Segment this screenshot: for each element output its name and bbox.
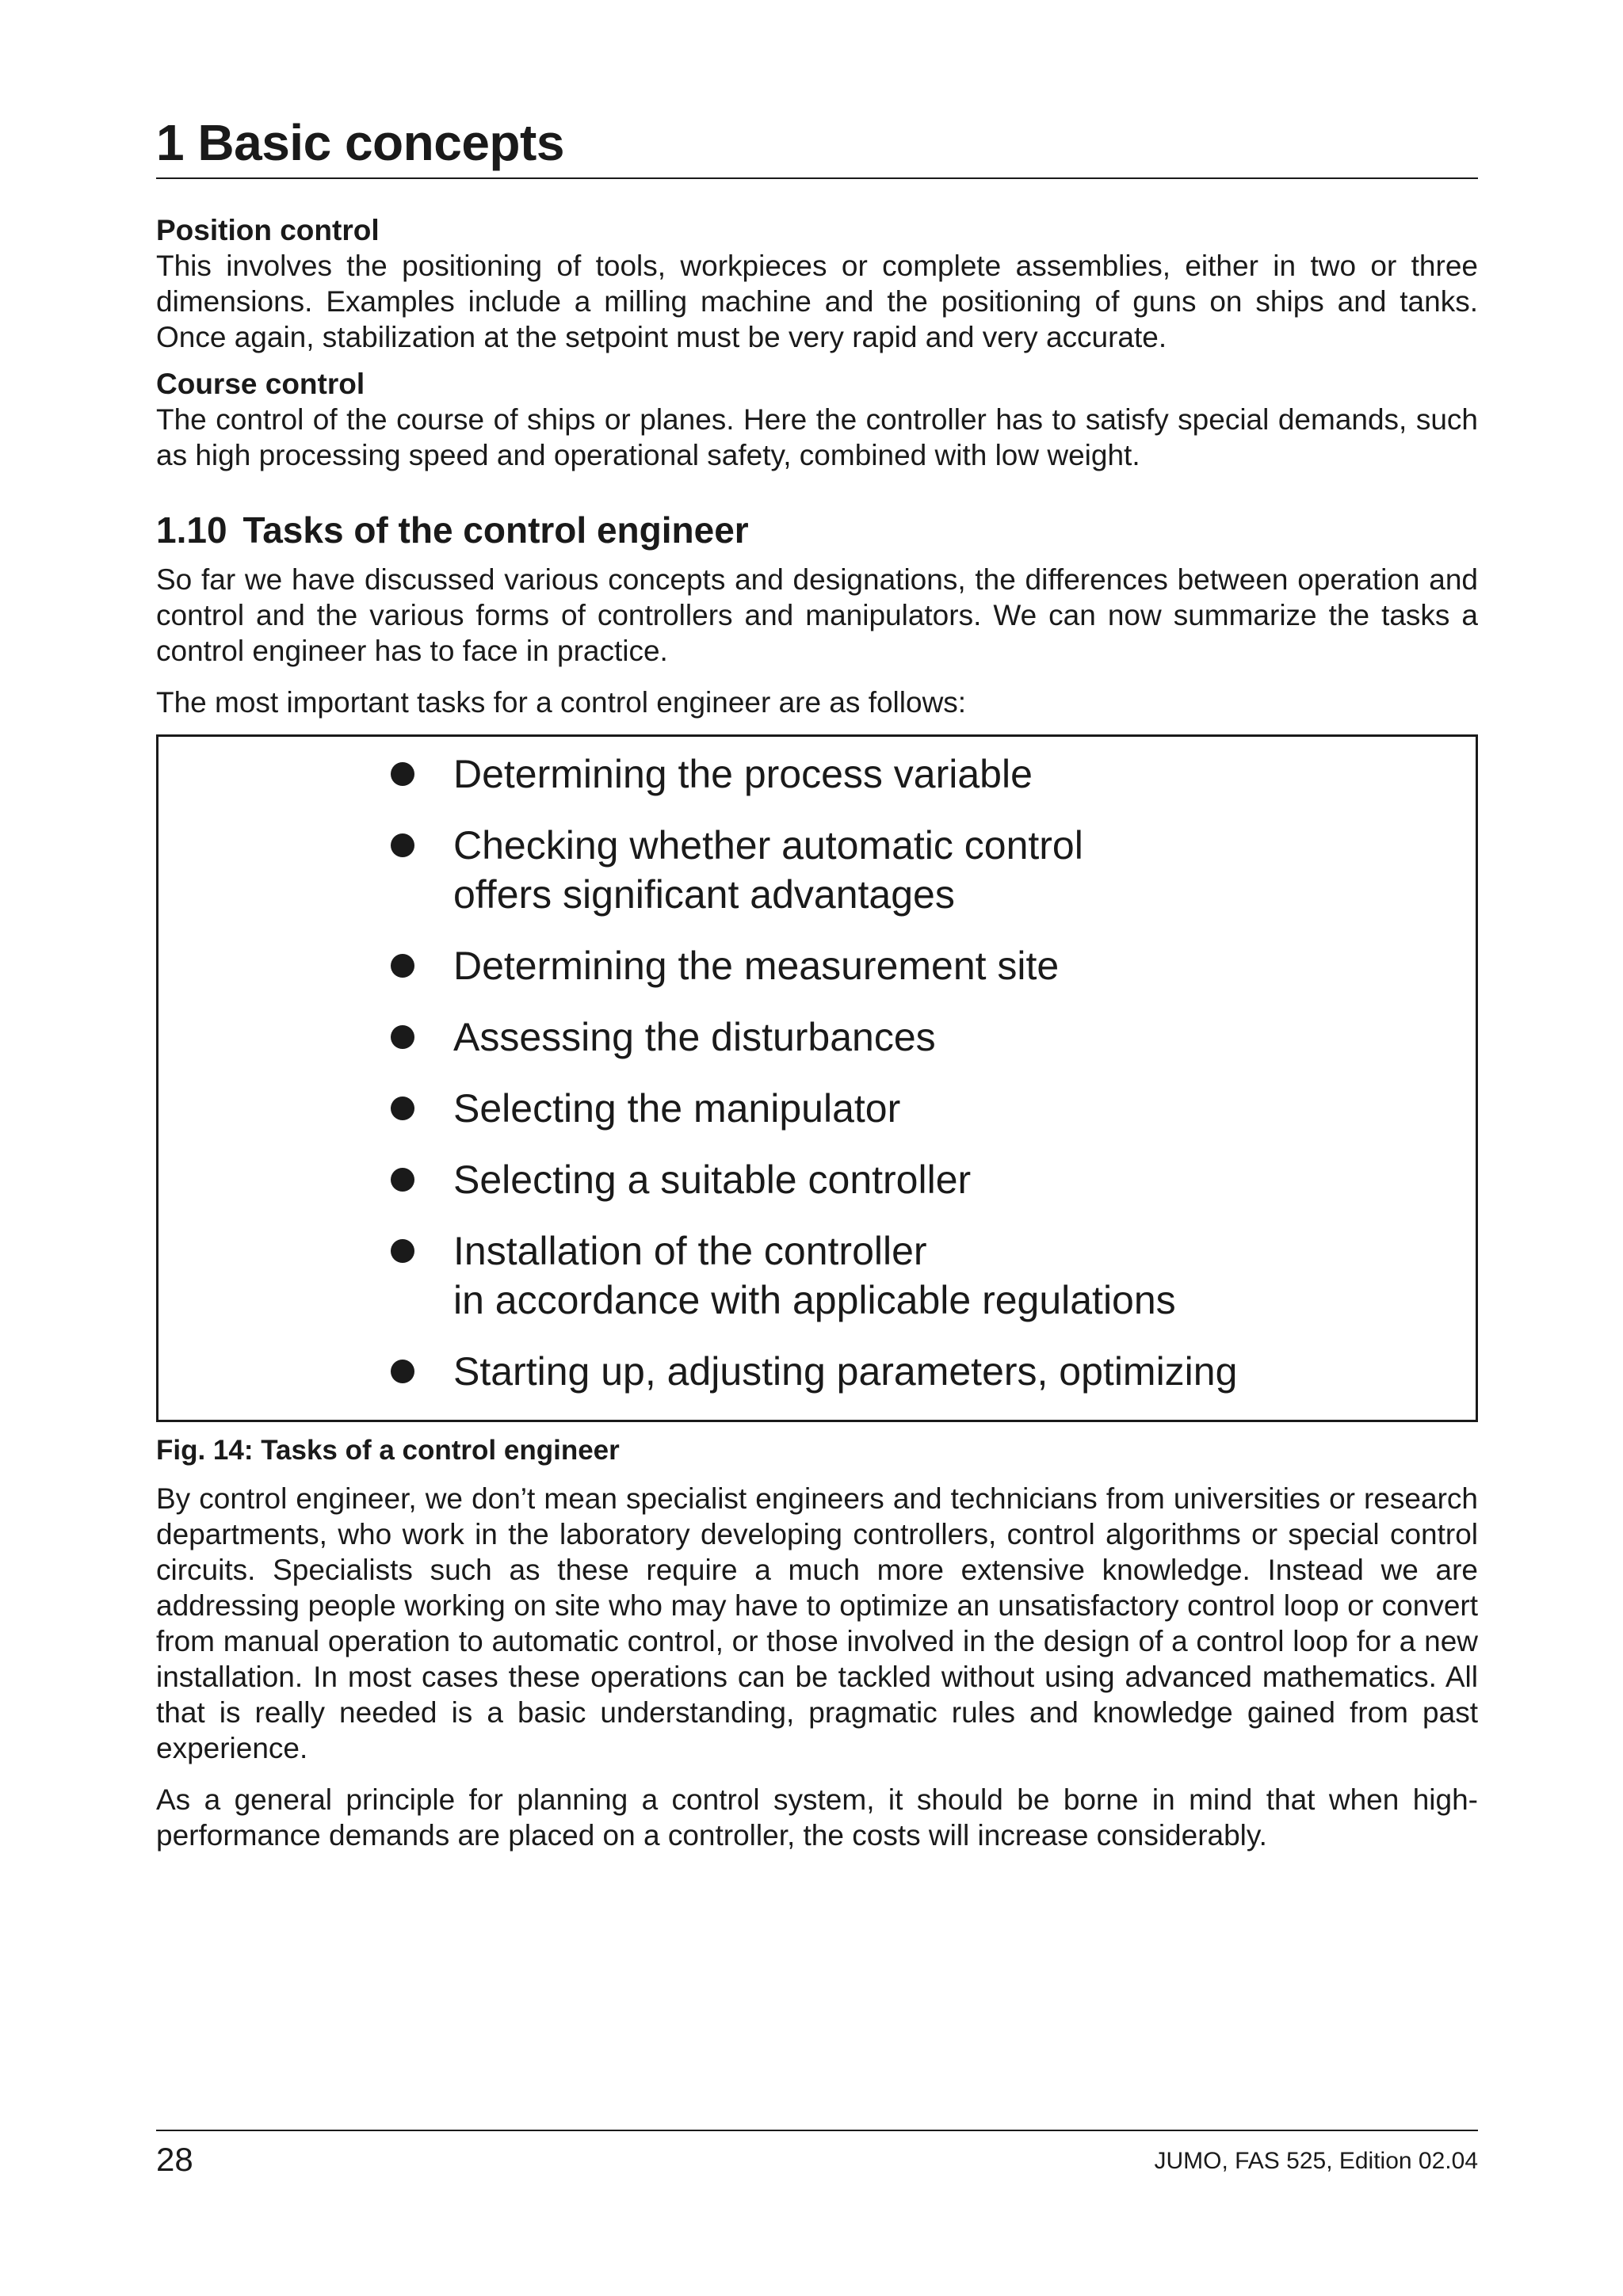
task-list [391, 749, 1421, 1418]
task-text: Selecting a suitable controller [453, 1158, 972, 1202]
bullet-icon [391, 1025, 414, 1049]
position-control-heading: Position control [156, 214, 380, 246]
bullet-icon [391, 833, 414, 857]
task-text: Assessing the disturbances [453, 1015, 936, 1059]
bullet-icon [391, 1168, 414, 1192]
body-paragraph-2: As a general principle for planning a control system, it should be borne in mind that when high-performance demands are placed on a controller, the costs will increase considerably. [156, 1783, 1478, 1852]
body-paragraph-1: By control engineer, we don’t mean specialist engineers and technicians from universities or research departments, who work in the laboratory developing controllers, control algorithms or special control circuits. Specialists such as these require a much more extensive knowledge. Instead we are addressing people working on site who may have to optimize an unsatisfactory control loop or convert from manual operation to automatic control, or those involved in the design of a control loop for a new installation. In most cases these operations can be tackled without using advanced mathematics. All that is really needed is a basic understanding, pragmatic rules and knowledge gained from past experience. [156, 1482, 1478, 1764]
tasks-figure-box [156, 734, 1478, 1422]
task-item [391, 821, 1421, 919]
task-text: Selecting the manipulator [453, 1086, 901, 1131]
chapter-title: 1 Basic concepts [156, 114, 564, 171]
task-item [391, 1084, 1421, 1133]
task-text: Determining the measurement site [453, 944, 1060, 988]
figure-caption: Fig. 14: Tasks of a control engineer [156, 1435, 620, 1466]
task-item [391, 941, 1421, 990]
task-item [391, 1226, 1421, 1325]
task-text: Starting up, adjusting parameters, optimizing [453, 1349, 1238, 1394]
task-text-continued: offers significant advantages [453, 872, 955, 917]
footer-divider [156, 2130, 1478, 2131]
course-control-text: The control of the course of ships or planes. Here the controller has to satisfy special demands, such as high processing speed and operational safety, combined with low weight. [156, 403, 1478, 471]
course-control-heading: Course control [156, 368, 365, 400]
task-item [391, 1013, 1421, 1062]
bullet-icon [391, 1097, 414, 1120]
bullet-icon [391, 954, 414, 978]
task-item [391, 1155, 1421, 1204]
page-content [156, 212, 1478, 1853]
task-text: Installation of the controller [453, 1229, 927, 1273]
bullet-icon [391, 1239, 414, 1263]
section-title: Tasks of the control engineer [242, 509, 749, 551]
section-intro: So far we have discussed various concepts and designations, the differences between operation and control and the various forms of controllers and manipulators. We can now summarize the tasks a control engineer has to face in practice. [156, 563, 1478, 667]
position-control-text: This involves the positioning of tools, workpieces or complete assemblies, either in two or three dimensions. Examples include a milling machine and the positioning of guns on ships and tanks. Once again, stabilization at the setpoint must be very rapid and very accurate. [156, 250, 1478, 353]
section-number: 1.10 [156, 509, 227, 551]
title-divider [156, 177, 1478, 179]
bullet-icon [391, 1360, 414, 1383]
task-text-continued: in accordance with applicable regulations [453, 1278, 1176, 1322]
page-number: 28 [156, 2141, 193, 2178]
task-text: Determining the process variable [453, 752, 1033, 796]
task-item [391, 749, 1421, 799]
task-item [391, 1347, 1421, 1396]
section-lead: The most important tasks for a control engineer are as follows: [156, 686, 967, 719]
edition-label: JUMO, FAS 525, Edition 02.04 [1154, 2148, 1478, 2174]
task-text: Checking whether automatic control [453, 823, 1083, 868]
section-heading [156, 508, 1478, 552]
bullet-icon [391, 762, 414, 786]
